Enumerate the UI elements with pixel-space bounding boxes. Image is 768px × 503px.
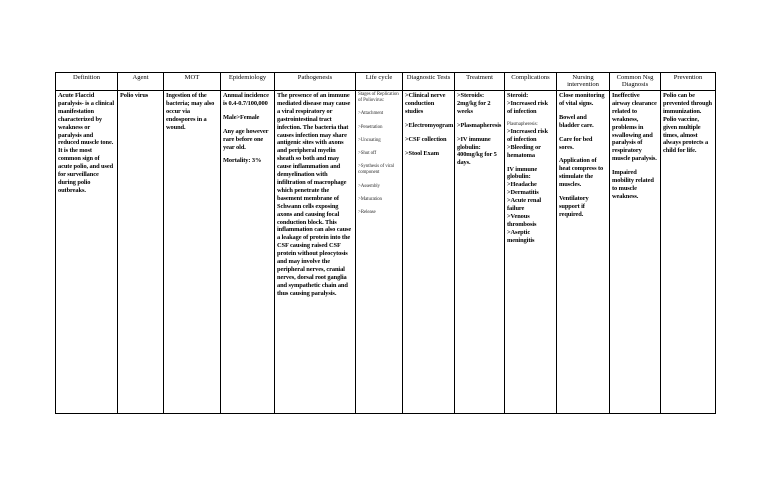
- nsg-diagnosis-item: Ineffective airway clearance related to weakness, problems in swallowing and paralysis of respiratory muscle paralysis.: [612, 92, 657, 163]
- compl-iv-head: IV immune globulin:: [507, 165, 538, 181]
- compl-plasma-head: Plasmapheresis:: [507, 121, 538, 127]
- col-header-prevention: Prevention: [661, 73, 716, 91]
- lifecycle-stage: >Penetration: [358, 124, 383, 130]
- epi-age: Any age however rare before one year old.: [223, 127, 269, 151]
- diagnostic-item: >CSF collection: [405, 135, 447, 143]
- cell-definition: Acute Flaccid paralysis- is a clinical manifestation characterized by weakness or paralysis and reduced muscle tone. It is the most common sign of acute polio, and used for surveillance during polio outbreaks.: [56, 91, 118, 414]
- compl-iv: >Headache >Dermatitis >Acute renal failure >Venous thrombosis >Aseptic meningitis: [507, 181, 542, 244]
- epi-mortality: Mortality: 3%: [223, 157, 262, 165]
- disease-table: [55, 72, 716, 414]
- nsg-diagnosis-item: Impaired mobility related to muscle weakness.: [612, 169, 654, 200]
- table-row: [56, 91, 716, 414]
- cell-nsg-diagnosis: [610, 91, 661, 414]
- nursing-item: Application of heat compress to stimulate the muscles.: [559, 157, 604, 189]
- lifecycle-stage: >Maturation: [358, 196, 382, 202]
- col-header-agent: Agent: [118, 73, 164, 91]
- col-header-mot: MOT: [164, 73, 221, 91]
- cell-nursing-intervention: [557, 91, 610, 414]
- lifecycle-stage: >Release: [358, 210, 376, 216]
- nursing-item: Care for bed sores.: [559, 135, 593, 151]
- nursing-item: Bowel and bladder care.: [559, 113, 594, 129]
- col-header-treatment: Treatment: [455, 73, 505, 91]
- diagnostic-item: >Electromyogram: [405, 121, 454, 129]
- cell-prevention: Polio can be prevented through immunization. Polio vaccine, given multiple times, almost always protects a child for life.: [661, 91, 716, 414]
- lifecycle-stage: >Assembly: [358, 183, 380, 189]
- lifecycle-stage: >Shut off: [358, 151, 377, 157]
- col-header-life-cycle: Life cycle: [356, 73, 403, 91]
- header-row: [56, 73, 716, 91]
- cell-diagnostic-tests: [403, 91, 455, 414]
- compl-plasma: >Increased risk of infection >Bleeding or hematoma: [507, 127, 548, 159]
- treatment-item: >Plasmapheresis: [457, 121, 502, 129]
- lifecycle-stage: >Synthesis of viral component: [358, 164, 394, 176]
- compl-steroid-head: Steroid:: [507, 92, 529, 99]
- cell-complications: [505, 91, 557, 414]
- nursing-item: Ventilatory support if required.: [559, 195, 589, 218]
- cell-agent: Polio virus: [118, 91, 164, 414]
- col-header-nsg-diagnosis: Common Nsg Diagnosis: [610, 73, 661, 91]
- col-header-pathogenesis: Pathogenesis: [275, 73, 356, 91]
- cell-mot: Ingestion of the bacteria; may also occur via endospores in a wound.: [164, 91, 221, 414]
- nursing-item: Close monitoring of vital signs.: [559, 92, 605, 107]
- epi-ratio: Male>Female: [223, 113, 260, 121]
- col-header-epidemiology: Epidemiology: [221, 73, 275, 91]
- treatment-item: >Steroids: 2mg/kg for 2 weeks: [457, 92, 491, 115]
- diagnostic-item: >Stool Exam: [405, 149, 439, 157]
- lifecycle-title: Stages of Replication of Poliovirus:: [358, 92, 399, 104]
- cell-pathogenesis: The presence of an immune mediated disease may cause a viral respiratory or gastrointestinal tract infection. The bacteria that causes infection may share antigenic sites with axons and peripheral myelin sheath so both and may cause inflammation and demyelination with infiltration of macrophage which penetrate the basement membrane of Schwann cells exposing axons and causing focal conduction block. This inflammation can also cause a leakage of protein into the CSF causing raised CSF protein without pleocytosis and may involve the peripheral nerves, cranial nerves, dorsal root ganglia and sympathetic chain and thus causing paralysis.: [275, 91, 356, 414]
- col-header-definition: Definition: [56, 73, 118, 91]
- compl-steroid: >Increased risk of infection: [507, 99, 548, 115]
- lifecycle-stage: >Attachment: [358, 111, 384, 117]
- col-header-diagnostic-tests: Diagnostic Tests: [403, 73, 455, 91]
- diagnostic-item: >Clinical nerve conduction studies: [405, 92, 446, 115]
- lifecycle-stage: >Uncoating: [358, 137, 381, 143]
- col-header-nursing-intervention: Nursing intervention: [557, 73, 610, 91]
- cell-treatment: [455, 91, 505, 414]
- treatment-item: >IV immune globulin: 400mg/kg for 5 days.: [457, 135, 497, 167]
- cell-life-cycle: [356, 91, 403, 414]
- cell-epidemiology: [221, 91, 275, 414]
- epi-incidence: Annual incidence is 0.4-0.7/100,000: [223, 92, 269, 107]
- col-header-complications: Complications: [505, 73, 557, 91]
